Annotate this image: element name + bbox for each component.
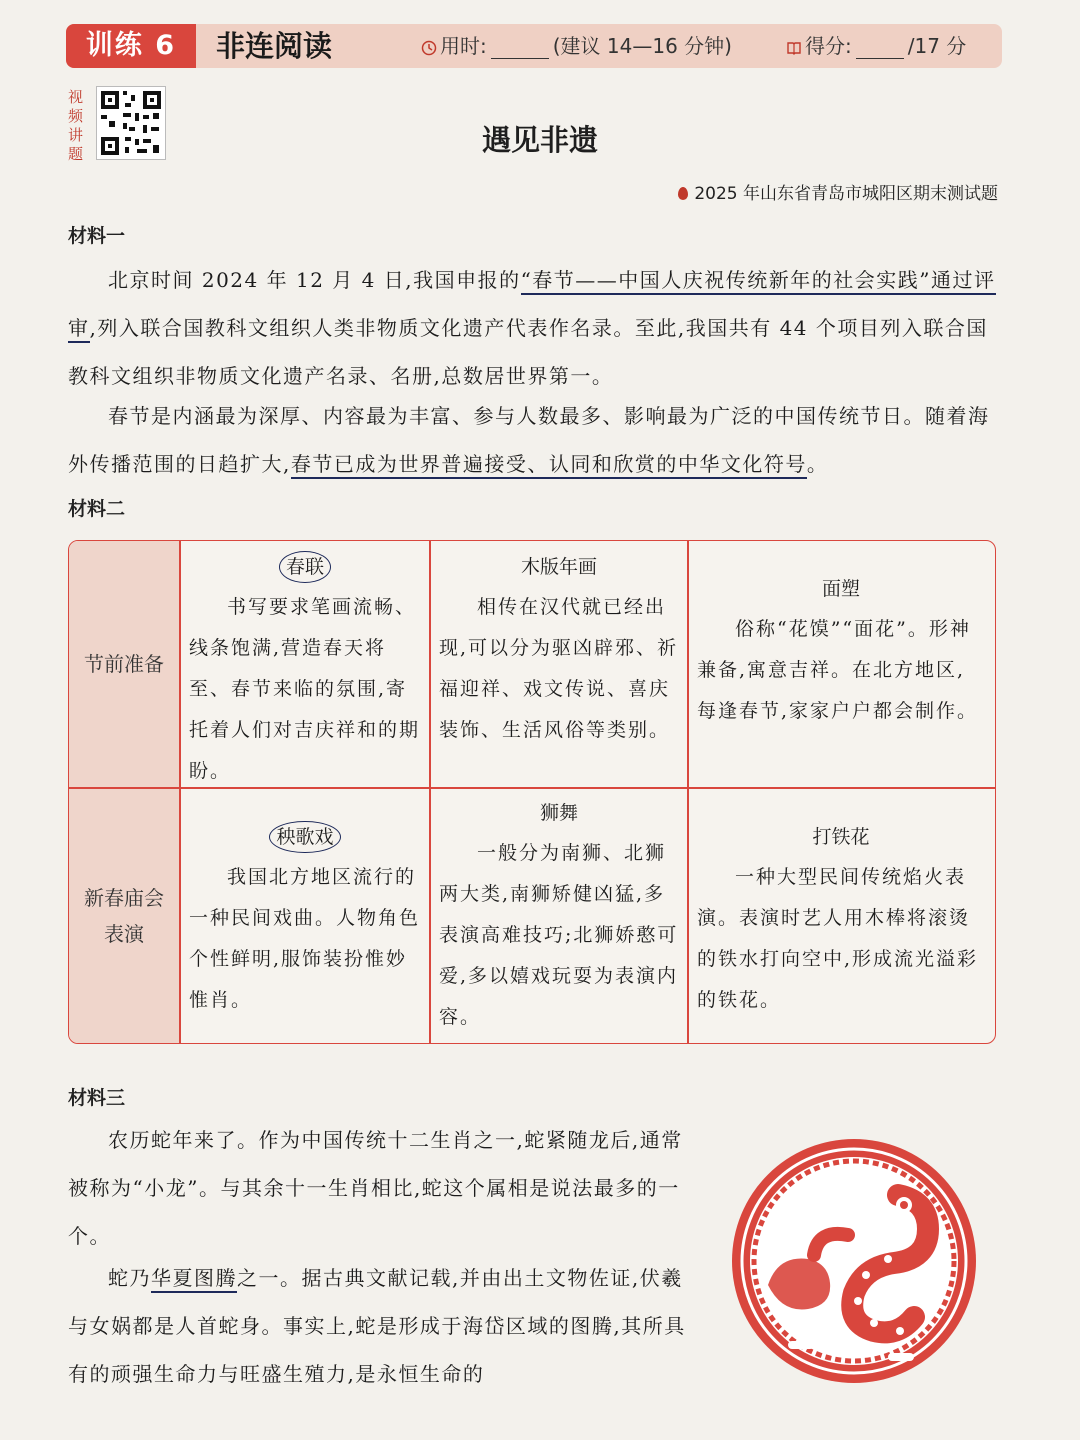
- score-total: /17 分: [907, 34, 967, 58]
- material-heading: 材料三: [68, 1087, 126, 1109]
- exercise-tag: 训练 6: [66, 24, 196, 68]
- cell-title: 面塑: [821, 578, 860, 600]
- material-heading: 材料二: [68, 498, 126, 520]
- paragraph: 蛇乃华夏图腾之一。据古典文献记载,并由出土文物佐证,伏羲与女娲都是人首蛇身。事实上,蛇是形成于海岱区域的图腾,其所具有的顽强生命力与旺盛生殖力,是永恒生命的: [68, 1266, 686, 1386]
- table-cell: [189, 817, 421, 1021]
- time-blank[interactable]: [491, 36, 549, 59]
- cell-title: 狮舞: [539, 802, 578, 824]
- time-suggest: (建议 14—16 分钟): [552, 34, 732, 58]
- cell-text: 一般分为南狮、北狮两大类,南狮矫健凶猛,多表演高难技巧;北狮娇憨可爱,多以嬉戏玩耍为表演内容。: [439, 842, 679, 1028]
- cell-text: 相传在汉代就已经出现,可以分为驱凶辟邪、祈福迎祥、戏文传说、喜庆装饰、生活风俗等类别。: [439, 596, 679, 741]
- time-field: [421, 24, 732, 68]
- score-label: 得分:: [805, 34, 852, 58]
- table-cell: [697, 569, 985, 732]
- folk-art-table: [68, 540, 996, 1044]
- score-field: [786, 24, 966, 68]
- snake-papercut-icon: [728, 1135, 980, 1387]
- underlined-text: 春节已成为世界普遍接受、认同和欣赏的中华文化符号: [291, 452, 807, 479]
- paragraph: 北京时间 2024 年 12 月 4 日,我国申报的“春节——中国人庆祝传统新年的社会实践”通过评审,列入联合国教科文组织人类非物质文化遗产代表作名录。至此,我国共有 44 个项目列入联合国教科文组织非物质文化遗产名录、名册,总数居世界第一。: [68, 268, 996, 388]
- source-text: 2025 年山东省青岛市城阳区期末测试题: [694, 184, 998, 204]
- row-header: 新春庙会表演: [69, 788, 179, 1043]
- section-title: 非连阅读: [216, 29, 333, 63]
- table-cell: [697, 817, 985, 1021]
- table-cell: [439, 793, 679, 1038]
- material-heading: 材料一: [68, 225, 126, 247]
- paragraph: 农历蛇年来了。作为中国传统十二生肖之一,蛇紧随龙后,通常被称为“小龙”。与其余十一生肖相比,蛇这个属相是说法最多的一个。: [68, 1128, 683, 1248]
- drop-icon: [678, 187, 688, 200]
- underlined-text: 华夏图腾: [151, 1266, 237, 1293]
- underlined-text: “春节——中国人庆祝传统新年的社会实践”通过评审: [68, 268, 996, 343]
- header-bar: [66, 24, 1002, 68]
- cell-title: 秧歌戏: [269, 821, 340, 853]
- cell-text: 书写要求笔画流畅、线条饱满,营造春天将至、春节来临的氛围,寄托着人们对吉庆祥和的期盼。: [189, 596, 421, 782]
- score-blank[interactable]: [856, 36, 904, 59]
- cell-title: 春联: [279, 551, 331, 583]
- cell-text: 我国北方地区流行的一种民间戏曲。人物角色个性鲜明,服饰装扮惟妙惟肖。: [189, 866, 421, 1011]
- row-header: 节前准备: [69, 541, 179, 787]
- source-note: [678, 179, 998, 204]
- table-cell: [439, 547, 679, 751]
- book-icon: [786, 40, 802, 56]
- paragraph: 春节是内涵最为深厚、内容最为丰富、参与人数最多、影响最为广泛的中国传统节日。随着海外传播范围的日趋扩大,春节已成为世界普遍接受、认同和欣赏的中华文化符号。: [68, 392, 998, 488]
- cell-title: 打铁花: [812, 826, 870, 848]
- cell-title: 木版年画: [520, 556, 597, 578]
- article-title: 遇见非遗: [481, 123, 598, 157]
- clock-icon: [421, 40, 437, 56]
- cell-text: 一种大型民间传统焰火表演。表演时艺人用木棒将滚烫的铁水打向空中,形成流光溢彩的铁花。: [697, 866, 979, 1011]
- cell-text: 俗称“花馍”“面花”。形神兼备,寓意吉祥。在北方地区,每逢春节,家家户户都会制作。: [697, 618, 979, 722]
- table-cell: [189, 547, 421, 792]
- time-label: 用时:: [440, 34, 487, 58]
- video-label: 视频讲题: [68, 88, 84, 163]
